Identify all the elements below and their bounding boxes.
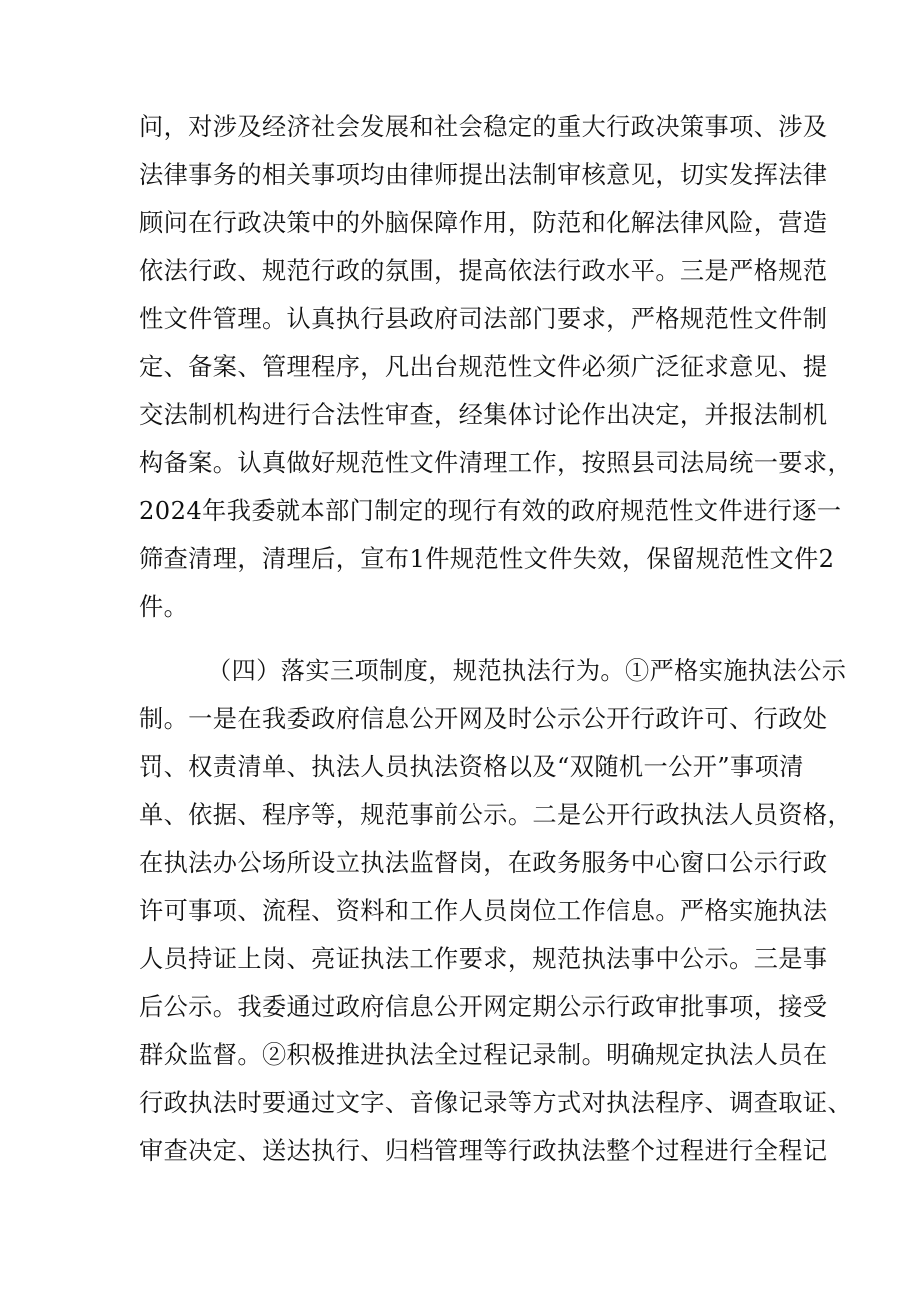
section-heading-line: （四）落实三项制度，规范执法行为。①严格实施执法公示 bbox=[207, 657, 847, 685]
text-line: 制。一是在我委政府信息公开网及时公示公开行政许可、行政处 bbox=[139, 705, 828, 733]
text-line: 定、备案、管理程序，凡出台规范性文件必须广泛征求意见、提 bbox=[139, 353, 828, 381]
text-line: 筛查清理，清理后，宣布1件规范性文件失效，保留规范性文件2 bbox=[139, 545, 835, 573]
text-line: 群众监督。②积极推进执法全过程记录制。明确规定执法人员在 bbox=[139, 1041, 828, 1069]
text-line: 2024年我委就本部门制定的现行有效的政府规范性文件进行逐一 bbox=[139, 497, 842, 525]
text-line: 顾问在行政决策中的外脑保障作用，防范和化解法律风险，营造 bbox=[139, 209, 828, 237]
text-line: 行政执法时要通过文字、音像记录等方式对执法程序、调查取证、 bbox=[139, 1089, 853, 1117]
text-line: 件。 bbox=[139, 593, 189, 621]
text-line: 单、依据、程序等，规范事前公示。二是公开行政执法人员资格， bbox=[139, 801, 853, 829]
text-line: 许可事项、流程、资料和工作人员岗位工作信息。严格实施执法 bbox=[139, 897, 828, 925]
text-line: 罚、权责清单、执法人员执法资格以及“双随机一公开”事项清 bbox=[139, 753, 804, 781]
text-line: 后公示。我委通过政府信息公开网定期公示行政审批事项，接受 bbox=[139, 993, 828, 1021]
text-line: 审查决定、送达执行、归档管理等行政执法整个过程进行全程记 bbox=[139, 1137, 828, 1165]
text-line: 法律事务的相关事项均由律师提出法制审核意见，切实发挥法律 bbox=[139, 161, 828, 189]
text-line: 问，对涉及经济社会发展和社会稳定的重大行政决策事项、涉及 bbox=[139, 113, 828, 141]
text-line: 人员持证上岗、亮证执法工作要求，规范执法事中公示。三是事 bbox=[139, 945, 828, 973]
text-line: 依法行政、规范行政的氛围，提高依法行政水平。三是严格规范 bbox=[139, 257, 828, 285]
text-line: 交法制机构进行合法性审查，经集体讨论作出决定，并报法制机 bbox=[139, 401, 828, 429]
text-line: 性文件管理。认真执行县政府司法部门要求，严格规范性文件制 bbox=[139, 305, 828, 333]
text-line: 构备案。认真做好规范性文件清理工作，按照县司法局统一要求， bbox=[139, 449, 853, 477]
text-line: 在执法办公场所设立执法监督岗，在政务服务中心窗口公示行政 bbox=[139, 849, 828, 877]
